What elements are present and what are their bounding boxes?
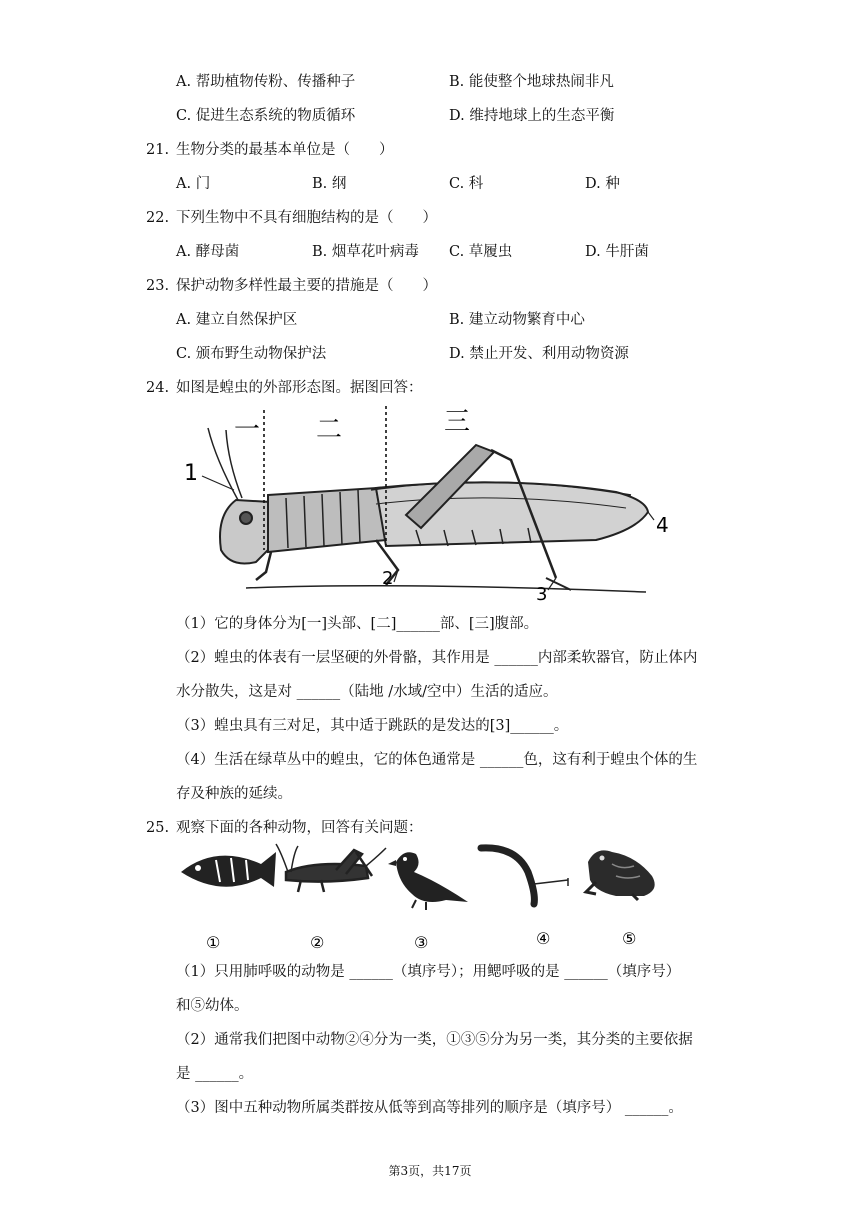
grasshopper-figure (176, 400, 676, 605)
animal-label-2: ② (310, 933, 325, 952)
q23-option-c: C. 颁布野生动物保护法 (176, 346, 327, 362)
q25-sub3: （3）图中五种动物所属类群按从低等到高等排列的顺序是（填序号） ______。 (176, 1100, 683, 1116)
q23-option-a: A. 建立自然保护区 (176, 312, 298, 328)
q23-option-d: D. 禁止开发、利用动物资源 (449, 346, 629, 362)
q24-number: 24. (146, 380, 170, 396)
part-label-4: 4 (656, 513, 669, 537)
q22-option-c: C. 草履虫 (449, 244, 513, 260)
bird-icon (388, 852, 468, 910)
q22-option-d: D. 牛肝菌 (585, 244, 649, 260)
animals-figure (176, 842, 676, 954)
q25-sub1-line1: （1）只用肺呼吸的动物是 ______（填序号）；用鳃呼吸的是 ______（填序号） (176, 964, 681, 980)
q24-sub4-line2: 存及种族的延续。 (176, 786, 292, 802)
q24-sub4-line1: （4）生活在绿草丛中的蝗虫，它的体色通常是 ______色，这有利于蝗虫个体的生 (176, 752, 698, 768)
q23-number: 23. (146, 278, 170, 294)
animal-label-4: ④ (536, 929, 551, 948)
grasshopper-icon (276, 844, 386, 892)
q21-option-c: C. 科 (449, 176, 484, 192)
q21-option-a: A. 门 (176, 176, 211, 192)
worm-icon (481, 848, 568, 904)
fish-icon (181, 852, 276, 887)
q20-option-b: B. 能使整个地球热闹非凡 (449, 74, 614, 90)
grasshopper-drawing (202, 428, 654, 592)
q25-number: 25. (146, 820, 170, 836)
animal-label-3: ③ (414, 933, 429, 952)
animal-label-1: ① (206, 933, 221, 952)
q22-option-a: A. 酵母菌 (176, 244, 240, 260)
q24-sub3: （3）蝗虫具有三对足，其中适于跳跃的是发达的[3]______。 (176, 718, 569, 734)
animal-label-5: ⑤ (622, 929, 637, 948)
region-label-3: 三 (444, 407, 471, 437)
q25-sub2-line2: 是 ______。 (176, 1066, 254, 1082)
q22-stem: 下列生物中不具有细胞结构的是（ ） (176, 210, 437, 226)
q20-option-a: A. 帮助植物传粉、传播种子 (176, 74, 356, 90)
q21-number: 21. (146, 142, 170, 158)
part-label-2: 2 (382, 568, 394, 589)
q22-number: 22. (146, 210, 170, 226)
q25-sub2-line1: （2）通常我们把图中动物②④分为一类，①③⑤分为另一类，其分类的主要依据 (176, 1032, 693, 1048)
q25-stem: 观察下面的各种动物，回答有关问题： (176, 820, 423, 836)
page-footer: 第3页，共17页 (388, 1164, 472, 1178)
q21-option-d: D. 种 (585, 176, 620, 192)
region-label-1: 一 (234, 415, 261, 445)
q21-stem: 生物分类的最基本单位是（ ） (176, 142, 394, 158)
part-label-3: 3 (536, 584, 548, 605)
q24-sub1: （1）它的身体分为[一]头部、[二]______部、[三]腹部。 (176, 616, 539, 632)
q22-option-b: B. 烟草花叶病毒 (312, 244, 419, 260)
q25-sub1-line2: 和⑤幼体。 (176, 998, 249, 1014)
q23-stem: 保护动物多样性最主要的措施是（ ） (176, 278, 437, 294)
frog-icon (586, 850, 655, 900)
q20-option-c: C. 促进生态系统的物质循环 (176, 108, 356, 124)
q24-stem: 如图是蝗虫的外部形态图。据图回答： (176, 380, 423, 396)
part-label-1: 1 (184, 461, 198, 486)
q24-sub2-line2: 水分散失，这是对 ______（陆地 /水域/空中）生活的适应。 (176, 684, 558, 700)
q24-sub2-line1: （2）蝗虫的体表有一层坚硬的外骨骼，其作用是 ______内部柔软器官，防止体内 (176, 650, 698, 666)
region-label-2: 二 (316, 415, 343, 445)
q23-option-b: B. 建立动物繁育中心 (449, 312, 585, 328)
q21-option-b: B. 纲 (312, 176, 347, 192)
q20-option-d: D. 维持地球上的生态平衡 (449, 108, 615, 124)
